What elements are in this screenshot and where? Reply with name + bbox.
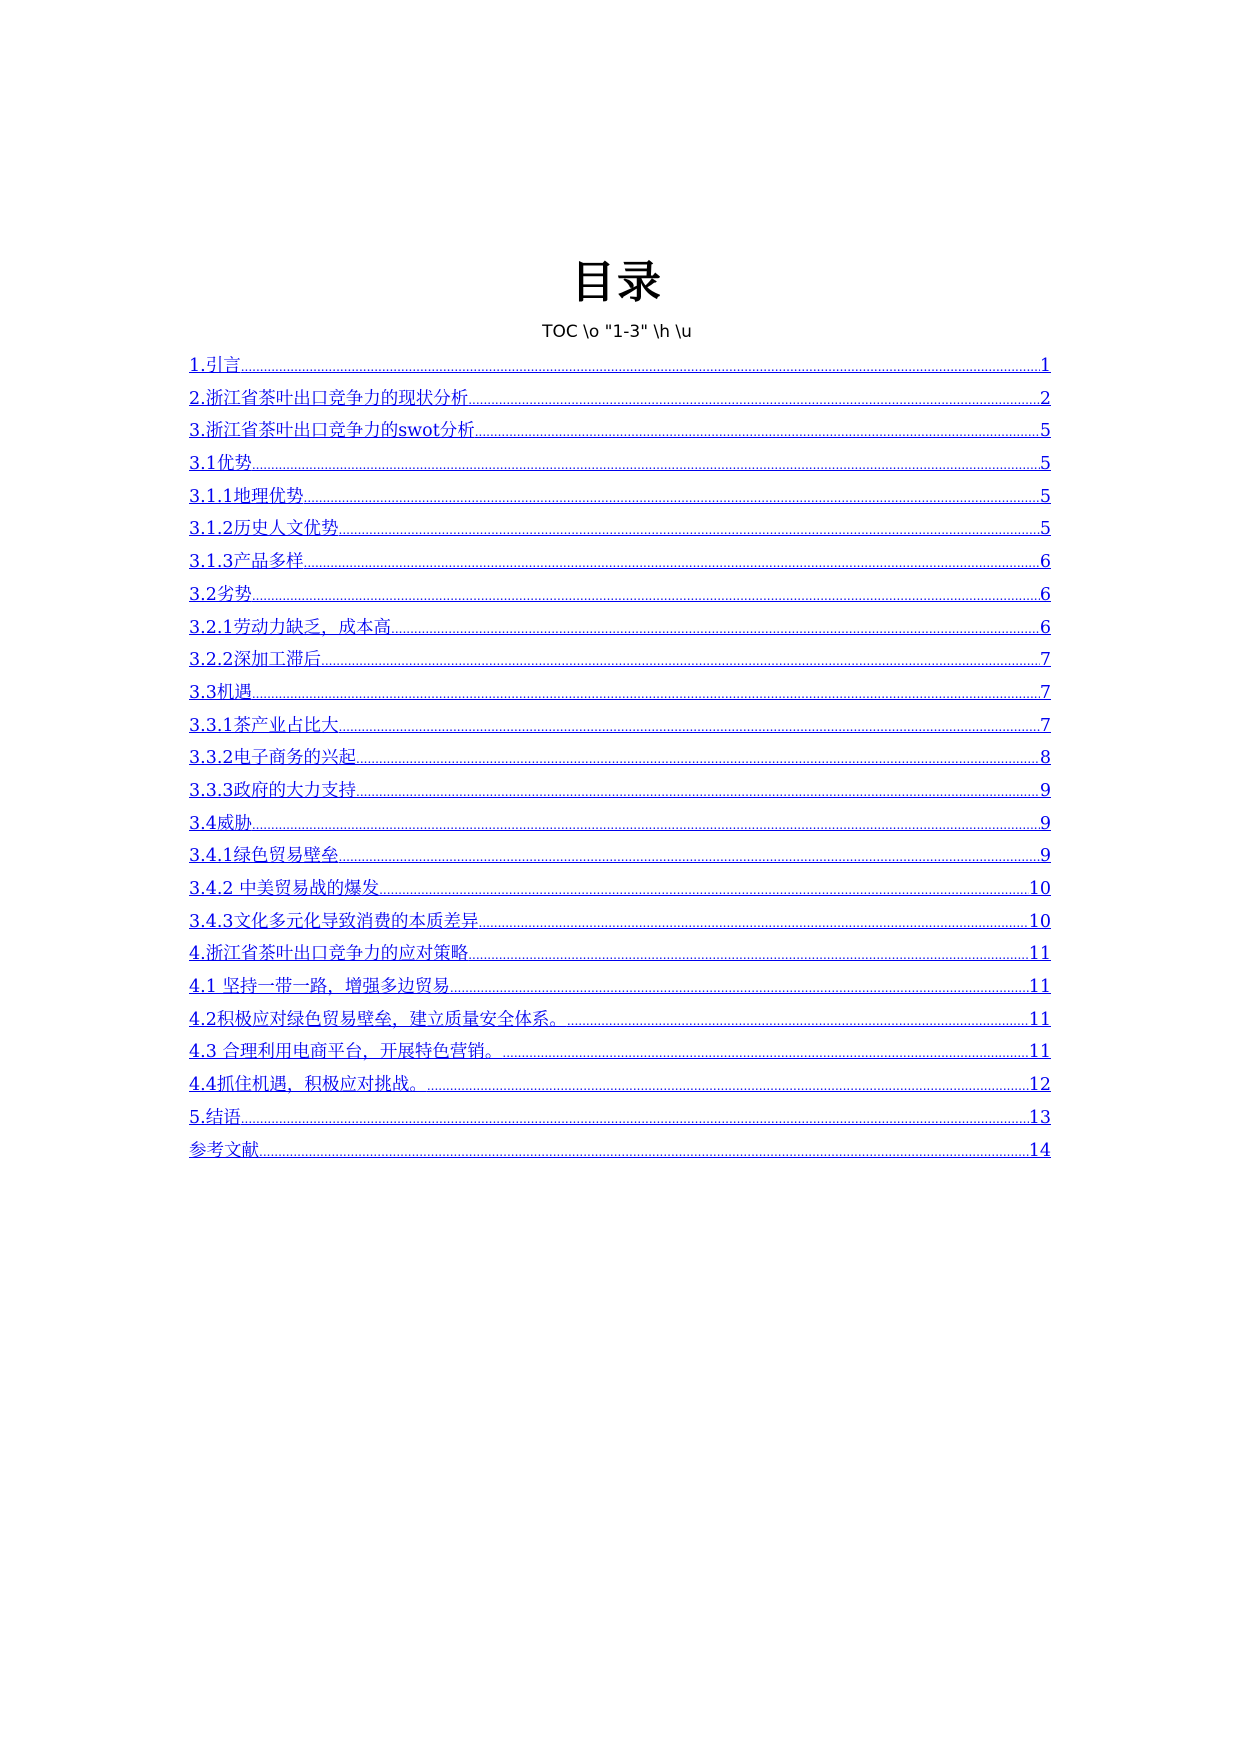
toc-entry-label: 3.1优势 bbox=[189, 454, 252, 475]
toc-entry[interactable] bbox=[189, 775, 1051, 808]
toc-dot-leader bbox=[379, 874, 1029, 907]
toc-entry-label: 4.3 合理利用电商平台，开展特色营销。 bbox=[189, 1042, 503, 1063]
toc-entry-page-number: 9 bbox=[1039, 780, 1051, 801]
toc-entry-page-number: 1 bbox=[1039, 356, 1051, 376]
toc-entry-label: 3.3.1茶产业占比大 bbox=[189, 715, 339, 736]
toc-entry-page-number: 14 bbox=[1028, 1140, 1051, 1161]
toc-dot-leader bbox=[339, 711, 1040, 744]
toc-dot-leader bbox=[475, 416, 1040, 449]
toc-entry-page-number: 8 bbox=[1039, 748, 1051, 769]
toc-entry-label: 4.2积极应对绿色贸易壁垒，建立质量安全体系。 bbox=[189, 1009, 567, 1030]
toc-entry-page-number: 13 bbox=[1028, 1107, 1051, 1128]
toc-entry-page-number: 10 bbox=[1028, 879, 1051, 899]
toc-entry-page-number: 6 bbox=[1039, 617, 1051, 638]
toc-entry-label: 3.3.2电子商务的兴起 bbox=[189, 748, 357, 769]
toc-entry[interactable] bbox=[189, 938, 1051, 971]
toc-entry-label: 4.浙江省茶叶出口竞争力的应对策略 bbox=[189, 944, 469, 965]
toc-entry[interactable] bbox=[189, 840, 1051, 873]
toc-dot-leader bbox=[241, 351, 1040, 384]
toc-entry[interactable] bbox=[189, 579, 1051, 612]
toc-dot-leader bbox=[502, 1037, 1028, 1070]
toc-dot-leader bbox=[241, 1103, 1029, 1136]
toc-dot-leader bbox=[321, 645, 1040, 678]
toc-dot-leader bbox=[567, 1005, 1029, 1038]
toc-entry-page-number: 5 bbox=[1039, 519, 1051, 540]
toc-entry[interactable] bbox=[189, 1069, 1051, 1102]
toc-entry-label: 3.3机遇 bbox=[189, 682, 252, 703]
toc-entry-label: 3.浙江省茶叶出口竞争力的swot分析 bbox=[189, 421, 475, 442]
toc-entry-page-number: 9 bbox=[1039, 846, 1051, 867]
toc-entry-label: 3.4威胁 bbox=[189, 813, 252, 834]
toc-dot-leader bbox=[356, 776, 1040, 809]
toc-entry-page-number: 11 bbox=[1028, 944, 1051, 965]
toc-entry[interactable] bbox=[189, 481, 1051, 514]
toc-dot-leader bbox=[468, 939, 1029, 972]
toc-entry-page-number: 5 bbox=[1039, 454, 1051, 475]
toc-entry-page-number: 10 bbox=[1028, 911, 1051, 932]
toc-entry[interactable] bbox=[189, 971, 1051, 1004]
toc-entry-label: 1.引言 bbox=[189, 356, 241, 376]
toc-entry[interactable] bbox=[189, 448, 1051, 481]
toc-entry-label: 3.3.3政府的大力支持 bbox=[189, 780, 357, 801]
toc-entry-page-number: 11 bbox=[1028, 1009, 1051, 1030]
toc-entry[interactable] bbox=[189, 873, 1051, 906]
toc-entry-page-number: 11 bbox=[1028, 1042, 1051, 1063]
toc-entry-page-number: 5 bbox=[1039, 421, 1051, 442]
toc-entry-page-number: 6 bbox=[1039, 552, 1051, 573]
toc-entry[interactable] bbox=[189, 742, 1051, 775]
toc-dot-leader bbox=[427, 1070, 1029, 1103]
toc-entry-label: 3.2.1劳动力缺乏，成本高 bbox=[189, 617, 392, 638]
toc-dot-leader bbox=[339, 514, 1040, 547]
toc-entry-label: 2.浙江省茶叶出口竞争力的现状分析 bbox=[189, 388, 469, 409]
toc-entry-page-number: 6 bbox=[1039, 584, 1051, 605]
toc-entry-label: 3.2劣势 bbox=[189, 584, 252, 605]
toc-entry-page-number: 11 bbox=[1028, 977, 1051, 998]
toc-entry-page-number: 12 bbox=[1028, 1075, 1051, 1096]
toc-entry[interactable] bbox=[189, 350, 1051, 383]
toc-dot-leader bbox=[450, 972, 1029, 1005]
toc-entry[interactable] bbox=[189, 677, 1051, 710]
toc-entry-label: 3.1.2历史人文优势 bbox=[189, 519, 339, 540]
toc-dot-leader bbox=[468, 384, 1040, 417]
toc-entry-label: 5.结语 bbox=[189, 1107, 241, 1128]
toc-dot-leader bbox=[259, 1136, 1029, 1169]
toc-entry-page-number: 7 bbox=[1039, 650, 1051, 671]
toc-entry-page-number: 9 bbox=[1039, 813, 1051, 834]
toc-entry-label: 3.4.1绿色贸易壁垒 bbox=[189, 846, 339, 867]
toc-entry-label: 3.4.2 中美贸易战的爆发 bbox=[189, 879, 380, 899]
toc-entry-page-number: 7 bbox=[1039, 715, 1051, 736]
toc-dot-leader bbox=[304, 547, 1040, 580]
toc-entry-label: 3.4.3文化多元化导致消费的本质差异 bbox=[189, 911, 479, 932]
toc-entry-page-number: 5 bbox=[1039, 486, 1051, 507]
toc-dot-leader bbox=[391, 613, 1040, 646]
toc-dot-leader bbox=[339, 841, 1040, 874]
toc-entry-label: 3.2.2深加工滞后 bbox=[189, 650, 322, 671]
toc-entry[interactable] bbox=[189, 383, 1051, 416]
toc-entry[interactable] bbox=[189, 808, 1051, 841]
toc-dot-leader bbox=[252, 678, 1040, 711]
toc-entry[interactable] bbox=[189, 612, 1051, 645]
toc-title: 目录 bbox=[571, 257, 663, 308]
toc-entry-label: 3.1.1地理优势 bbox=[189, 486, 304, 507]
toc-entry[interactable] bbox=[189, 1004, 1051, 1037]
toc-entry-label: 4.4抓住机遇，积极应对挑战。 bbox=[189, 1075, 427, 1096]
toc-dot-leader bbox=[356, 743, 1040, 776]
toc-entry[interactable] bbox=[189, 1036, 1051, 1069]
toc-entry[interactable] bbox=[189, 415, 1051, 448]
toc-entry-label: 3.1.3产品多样 bbox=[189, 552, 304, 573]
toc-dot-leader bbox=[252, 809, 1040, 842]
toc-field-code: TOC \o "1-3" \h \u bbox=[542, 322, 692, 342]
toc-entry[interactable] bbox=[189, 513, 1051, 546]
toc-entry-page-number: 2 bbox=[1039, 388, 1051, 409]
toc-entry[interactable] bbox=[189, 644, 1051, 677]
toc-dot-leader bbox=[252, 449, 1040, 482]
toc-entry[interactable] bbox=[189, 546, 1051, 579]
toc-dot-leader bbox=[479, 907, 1029, 940]
toc-dot-leader bbox=[252, 580, 1040, 613]
toc-entry[interactable] bbox=[189, 1135, 1051, 1168]
toc-entry[interactable] bbox=[189, 710, 1051, 743]
toc-entry-label: 4.1 坚持一带一路，增强多边贸易 bbox=[189, 977, 450, 998]
toc-entry-label: 参考文献 bbox=[189, 1140, 259, 1161]
toc-entry-page-number: 7 bbox=[1039, 682, 1051, 703]
toc-entry[interactable] bbox=[189, 1102, 1051, 1135]
toc-entry[interactable] bbox=[189, 906, 1051, 939]
toc-dot-leader bbox=[304, 482, 1040, 515]
table-of-contents bbox=[189, 350, 1051, 1167]
